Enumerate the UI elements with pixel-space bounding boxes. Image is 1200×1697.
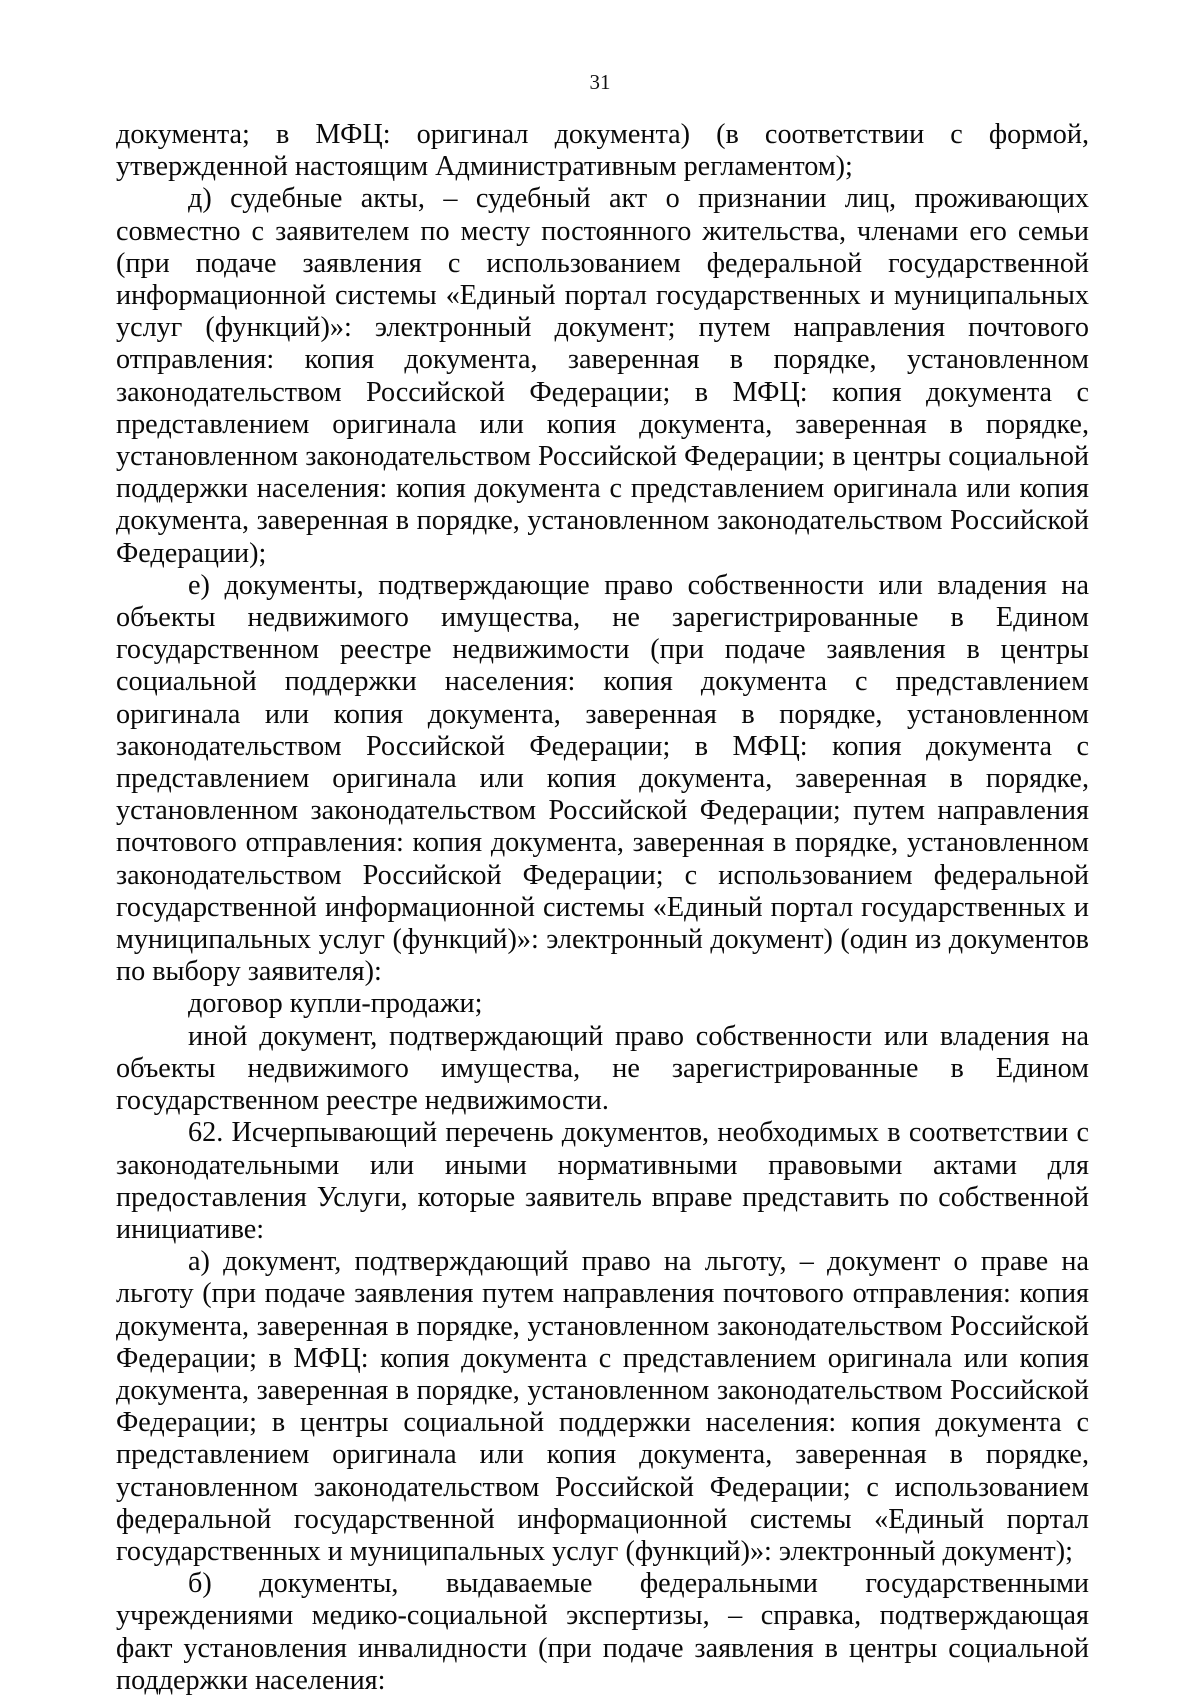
paragraph-other-document: иной документ, подтверждающий право собственности или владения на объекты недвижимого имущества, не зарегистрированные в Едином государственном реестре недвижимости. xyxy=(116,1020,1089,1117)
paragraph-section-62: 62. Исчерпывающий перечень документов, необходимых в соответствии с законодательными или иными нормативными правовыми актами для предоставления Услуги, которые заявитель вправе представить по собственной инициативе: xyxy=(116,1117,1089,1245)
paragraph-item-e: е) документы, подтверждающие право собственности или владения на объекты недвижимого имущества, не зарегистрированные в Едином государственном реестре недвижимости (при подаче заявления в центры социальной поддержки населения: копия документа с представлением оригинала или копия документа, заверенная в порядке, установленном законодательством Российской Федерации; в МФЦ: копия документа с представлением оригинала или копия документа, заверенная в порядке, установленном законодательством Российской Федерации; путем направления почтового отправления: копия документа, заверенная в порядке, установленном законодательством Российской Федерации; с использованием федеральной государственной информационной системы «Единый портал государственных и муниципальных услуг (функций)»: электронный документ) (один из документов по выбору заявителя): xyxy=(116,569,1089,988)
paragraph-sale-contract: договор купли-продажи; xyxy=(188,988,483,1020)
paragraph-item-a: а) документ, подтверждающий право на льготу, – документ о праве на льготу (при подаче заявления путем направления почтового отправления: копия документа, заверенная в порядке, установленном законодательством Российской Федерации; в МФЦ: копия документа с представлением оригинала или копия документа, заверенная в порядке, установленном законодательством Российской Федерации; в центры социальной поддержки населения: копия документа с представлением оригинала или копия документа, заверенная в порядке, установленном законодательством Российской Федерации; с использованием федеральной государственной информационной системы «Единый портал государственных и муниципальных услуг (функций)»: электронный документ); xyxy=(116,1246,1089,1567)
document-body xyxy=(116,119,1089,1697)
paragraph-continuation: документа; в МФЦ: оригинал документа) (в соответствии с формой, утвержденной настоящим Административным регламентом); xyxy=(116,119,1089,183)
paragraph-item-b: б) документы, выдаваемые федеральными государственными учреждениями медико-социальной экспертизы, – справка, подтверждающая факт установления инвалидности (при подаче заявления в центры социальной поддержки населения: xyxy=(116,1568,1089,1696)
paragraph-item-d: д) судебные акты, – судебный акт о признании лиц, проживающих совместно с заявителем по месту постоянного жительства, членами его семьи (при подаче заявления с использованием федеральной государственной информационной системы «Единый портал государственных и муниципальных услуг (функций)»: электронный документ; путем направления почтового отправления: копия документа, заверенная в порядке, установленном законодательством Российской Федерации; в МФЦ: копия документа с представлением оригинала или копия документа, заверенная в порядке, установленном законодательством Российской Федерации; в центры социальной поддержки населения: копия документа с представлением оригинала или копия документа, заверенная в порядке, установленном законодательством Российской Федерации); xyxy=(116,183,1089,569)
page-number: 31 xyxy=(589,70,611,94)
